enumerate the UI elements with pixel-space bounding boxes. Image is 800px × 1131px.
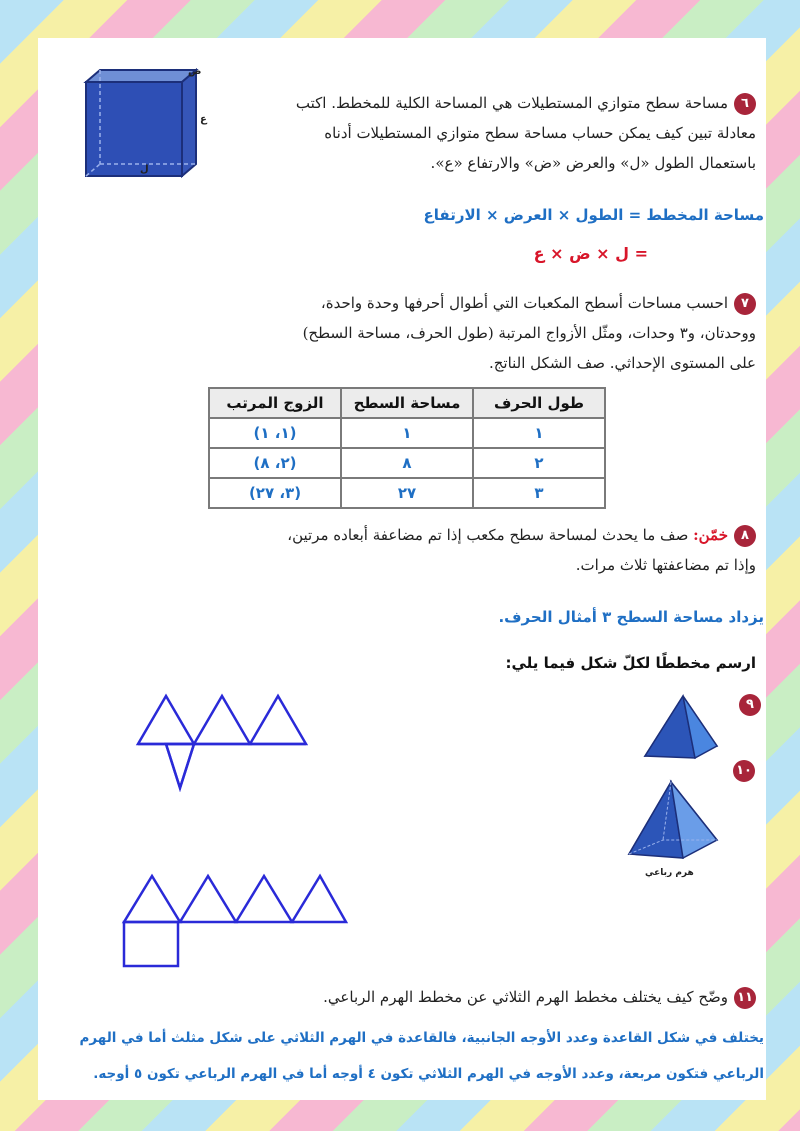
table-row <box>209 478 605 508</box>
question-text: ووحدتان، و٣ وحدات، ومثّل الأزواج المرتبة (طول الحرف، مساحة السطح) <box>302 324 756 342</box>
question-number: ٨ <box>734 525 756 547</box>
table-cell: ٣ <box>473 478 605 508</box>
triangular-pyramid-icon <box>639 692 725 764</box>
table-row <box>209 418 605 448</box>
question-text: وضّح كيف يختلف مخطط الهرم الثلاثي عن مخطط الهرم الرباعي. <box>323 988 728 1006</box>
column-header: طول الحرف <box>473 388 605 418</box>
question-number: ٩ <box>739 694 761 716</box>
question-8 <box>196 520 756 580</box>
height-label: ع <box>200 114 207 125</box>
table-cell: ١ <box>341 418 473 448</box>
answer-11-line1: يختلف في شكل القاعدة وعدد الأوجه الجانبية، فالقاعدة في الهرم الثلاثي على شكل مثلث أما في الهرم <box>79 1030 764 1046</box>
question-number: ١٠ <box>733 760 755 782</box>
question-7 <box>196 288 756 378</box>
answer-8: يزداد مساحة السطح ٣ أمثال الحرف. <box>498 608 764 626</box>
question-10-figure <box>623 760 763 890</box>
table-cell: ٨ <box>341 448 473 478</box>
table-cell: (٢، ٨) <box>209 448 341 478</box>
answer-6-line1: مساحة المخطط = الطول × العرض × الارتفاع <box>423 206 764 224</box>
answer-11-line2: الرباعي فتكون مربعة، وعدد الأوجه في الهرم الثلاثي تكون ٤ أوجه أما في الهرم الرباعي تكون ٥ أوجه. <box>93 1066 764 1082</box>
question-text: احسب مساحات أسطح المكعبات التي أطوال أحرفها وحدة واحدة، <box>320 294 728 312</box>
triangular-pyramid-net <box>128 688 308 798</box>
question-text: وإذا تم مضاعفتها ثلاث مرات. <box>575 556 756 574</box>
table-cell: (١، ١) <box>209 418 341 448</box>
table-cell: ٢ <box>473 448 605 478</box>
question-text: مساحة سطح متوازي المستطيلات هي المساحة الكلية للمخطط. اكتب <box>295 94 728 112</box>
guess-keyword: خمّن: <box>693 526 728 544</box>
worksheet-page <box>38 38 766 1100</box>
answer-6-line2: = ل × ض × ع <box>533 244 648 263</box>
question-number: ٧ <box>734 293 756 315</box>
question-text: باستعمال الطول «ل» والعرض «ض» والارتفاع «ع». <box>430 154 756 172</box>
question-11 <box>196 982 756 1012</box>
question-number: ١١ <box>734 987 756 1009</box>
question-text: على المستوى الإحداثي. صف الشكل الناتج. <box>488 354 756 372</box>
column-header: الزوج المرتب <box>209 388 341 418</box>
question-9-figure <box>633 686 763 766</box>
surface-area-table <box>208 387 606 509</box>
question-text: صف ما يحدث لمساحة سطح مكعب إذا تم مضاعفة أبعاده مرتين، <box>287 526 689 544</box>
table-header-row <box>209 388 605 418</box>
draw-instruction: ارسم مخططًا لكلّ شكل فيما يلي: <box>505 654 756 672</box>
column-header: مساحة السطح <box>341 388 473 418</box>
question-text: معادلة تبين كيف يمكن حساب مساحة سطح متوازي المستطيلات أدناه <box>324 124 756 142</box>
square-pyramid-icon <box>623 778 723 862</box>
length-label: ل <box>140 164 149 175</box>
table-cell: ١ <box>473 418 605 448</box>
table-cell: (٣، ٢٧) <box>209 478 341 508</box>
pyramid-caption: هرم رباعي <box>645 868 694 878</box>
table-cell: ٢٧ <box>341 478 473 508</box>
square-pyramid-net <box>118 870 348 970</box>
question-6 <box>236 88 756 178</box>
width-label: ض <box>188 66 202 77</box>
table-row <box>209 448 605 478</box>
question-number: ٦ <box>734 93 756 115</box>
